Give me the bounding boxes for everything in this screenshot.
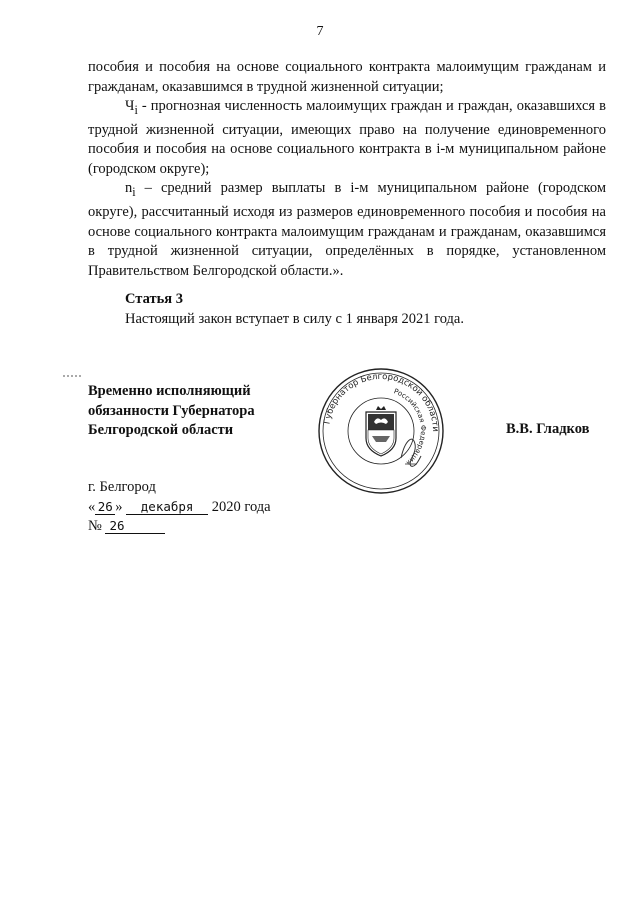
article-3 xyxy=(125,290,605,329)
signer-name: В.В. Гладков xyxy=(506,421,590,437)
symbol-ch-subscript: i xyxy=(134,103,138,118)
date-line xyxy=(88,498,271,518)
document-footer xyxy=(88,478,271,537)
position-line-3: Белгородской области xyxy=(88,422,234,439)
scan-margin-mark xyxy=(63,364,81,366)
handwritten-signature xyxy=(395,430,425,470)
n-definition-text: – средний размер выплаты в i-м муниципальном районе (городском округе), рассчитанный исходя из размеров единовременного пособия и пособия на основе социального контракта малоимущим гражданам и гражданам, оказавшимся в трудной жизненной ситуации, определённых в порядке, установленном Правительством Белгородской области.». xyxy=(88,180,606,279)
svg-text:Российская Федерация: Российская Федерация xyxy=(392,387,428,467)
page-number: 7 xyxy=(316,24,324,39)
city-line: г. Белгород xyxy=(88,479,156,495)
position-line-2: обязанности Губернатора xyxy=(88,402,255,419)
date-month: декабря xyxy=(126,500,208,515)
ch-definition-text: - прогнозная численность малоимущих граждан и граждан, оказавшихся в трудной жизненной ситуации, имеющих право на получение единовременного пособия и пособия на основе социального контракта в i-м муниципальном районе (городском округе); xyxy=(88,98,606,177)
symbol-n-subscript: i xyxy=(132,185,136,200)
paragraph-continued: пособия и пособия на основе социального контракта малоимущим гражданам и гражданам, оказавшимся в трудной жизненной ситуации; xyxy=(88,59,606,95)
date-open-quote: « xyxy=(88,498,96,515)
formula-definitions xyxy=(88,58,606,281)
official-position xyxy=(88,382,255,441)
article-text: Настоящий закон вступает в силу с 1 января 2021 года. xyxy=(125,310,464,327)
number-line xyxy=(88,517,271,537)
coat-of-arms-icon xyxy=(366,406,396,456)
date-day: 26 xyxy=(95,500,115,515)
number-label: № xyxy=(88,518,102,535)
article-title: Статья 3 xyxy=(125,291,183,307)
date-close-quote: » xyxy=(115,498,123,515)
symbol-n: n xyxy=(125,180,133,197)
date-year: 2020 года xyxy=(211,498,271,515)
official-seal xyxy=(316,366,446,496)
document-number: 26 xyxy=(105,519,165,534)
svg-text:Губернатор Белгородской област: Губернатор Белгородской области xyxy=(322,371,441,432)
paragraph-ch-definition xyxy=(88,97,606,179)
position-line-1: Временно исполняющий xyxy=(88,383,251,399)
symbol-ch: Ч xyxy=(125,98,135,115)
paragraph-n-definition xyxy=(88,179,606,281)
